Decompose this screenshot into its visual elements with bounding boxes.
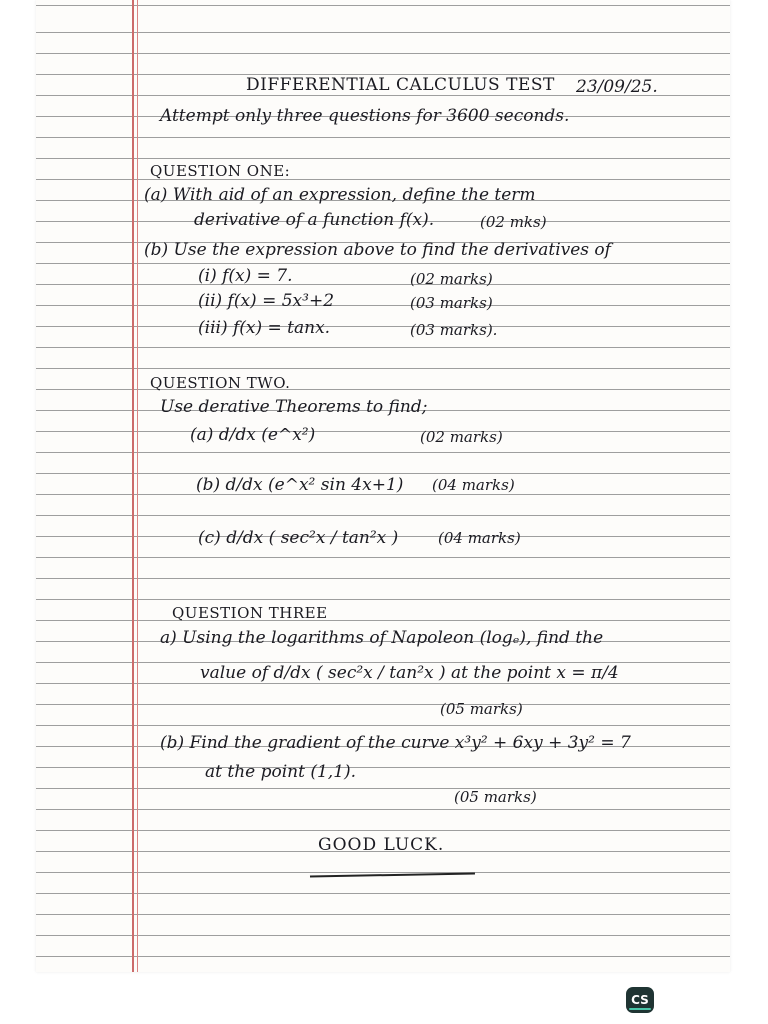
q2-c-marks: (04 marks) xyxy=(438,529,521,547)
q1-b-iii: (iii) f(x) = tanx. xyxy=(198,318,331,338)
q2-b: (b) d/dx (e^x² sin 4x+1) xyxy=(196,475,404,495)
test-date: 23/09/25. xyxy=(576,77,658,97)
q1-b-ii-marks: (03 marks) xyxy=(410,294,493,312)
q2-a-marks: (02 marks) xyxy=(420,428,503,446)
margin-line xyxy=(132,0,134,972)
q3-a-line1: a) Using the logarithms of Napoleon (logₑ), find the xyxy=(160,628,604,648)
q1-b-ii: (ii) f(x) = 5x³+2 xyxy=(198,291,335,311)
margin-line-inner xyxy=(137,0,138,972)
q3-b-marks: (05 marks) xyxy=(454,788,537,806)
good-luck: GOOD LUCK. xyxy=(318,835,445,855)
test-title: DIFFERENTIAL CALCULUS TEST xyxy=(246,75,555,95)
instruction: Attempt only three questions for 3600 seconds. xyxy=(160,106,570,126)
q3-b-line1: (b) Find the gradient of the curve x³y² + 6xy + 3y² = 7 xyxy=(160,733,631,753)
q3-a-line2: value of d/dx ( sec²x / tan²x ) at the point x = π/4 xyxy=(200,663,619,683)
q3-b-line2: at the point (1,1). xyxy=(205,762,357,782)
q1-a-line2: derivative of a function f(x). xyxy=(194,210,435,230)
q3-a-marks: (05 marks) xyxy=(440,700,523,718)
q1-b-i: (i) f(x) = 7. xyxy=(198,266,293,286)
q1-b-iii-marks: (03 marks). xyxy=(410,321,498,339)
q2-heading: QUESTION TWO. xyxy=(150,374,291,392)
q2-a: (a) d/dx (e^x²) xyxy=(190,425,316,445)
q2-intro: Use derative Theorems to find; xyxy=(160,397,428,417)
q1-a-marks: (02 mks) xyxy=(480,213,547,231)
q2-b-marks: (04 marks) xyxy=(432,476,515,494)
q1-b-line: (b) Use the expression above to find the derivatives of xyxy=(144,240,611,260)
q1-a-line1: (a) With aid of an expression, define the term xyxy=(144,185,536,205)
q2-c: (c) d/dx ( sec²x / tan²x ) xyxy=(198,528,399,548)
q1-heading: QUESTION ONE: xyxy=(150,162,291,180)
q1-b-i-marks: (02 marks) xyxy=(410,270,493,288)
q3-heading: QUESTION THREE xyxy=(172,604,328,622)
camscanner-badge-icon: CS xyxy=(626,987,654,1013)
